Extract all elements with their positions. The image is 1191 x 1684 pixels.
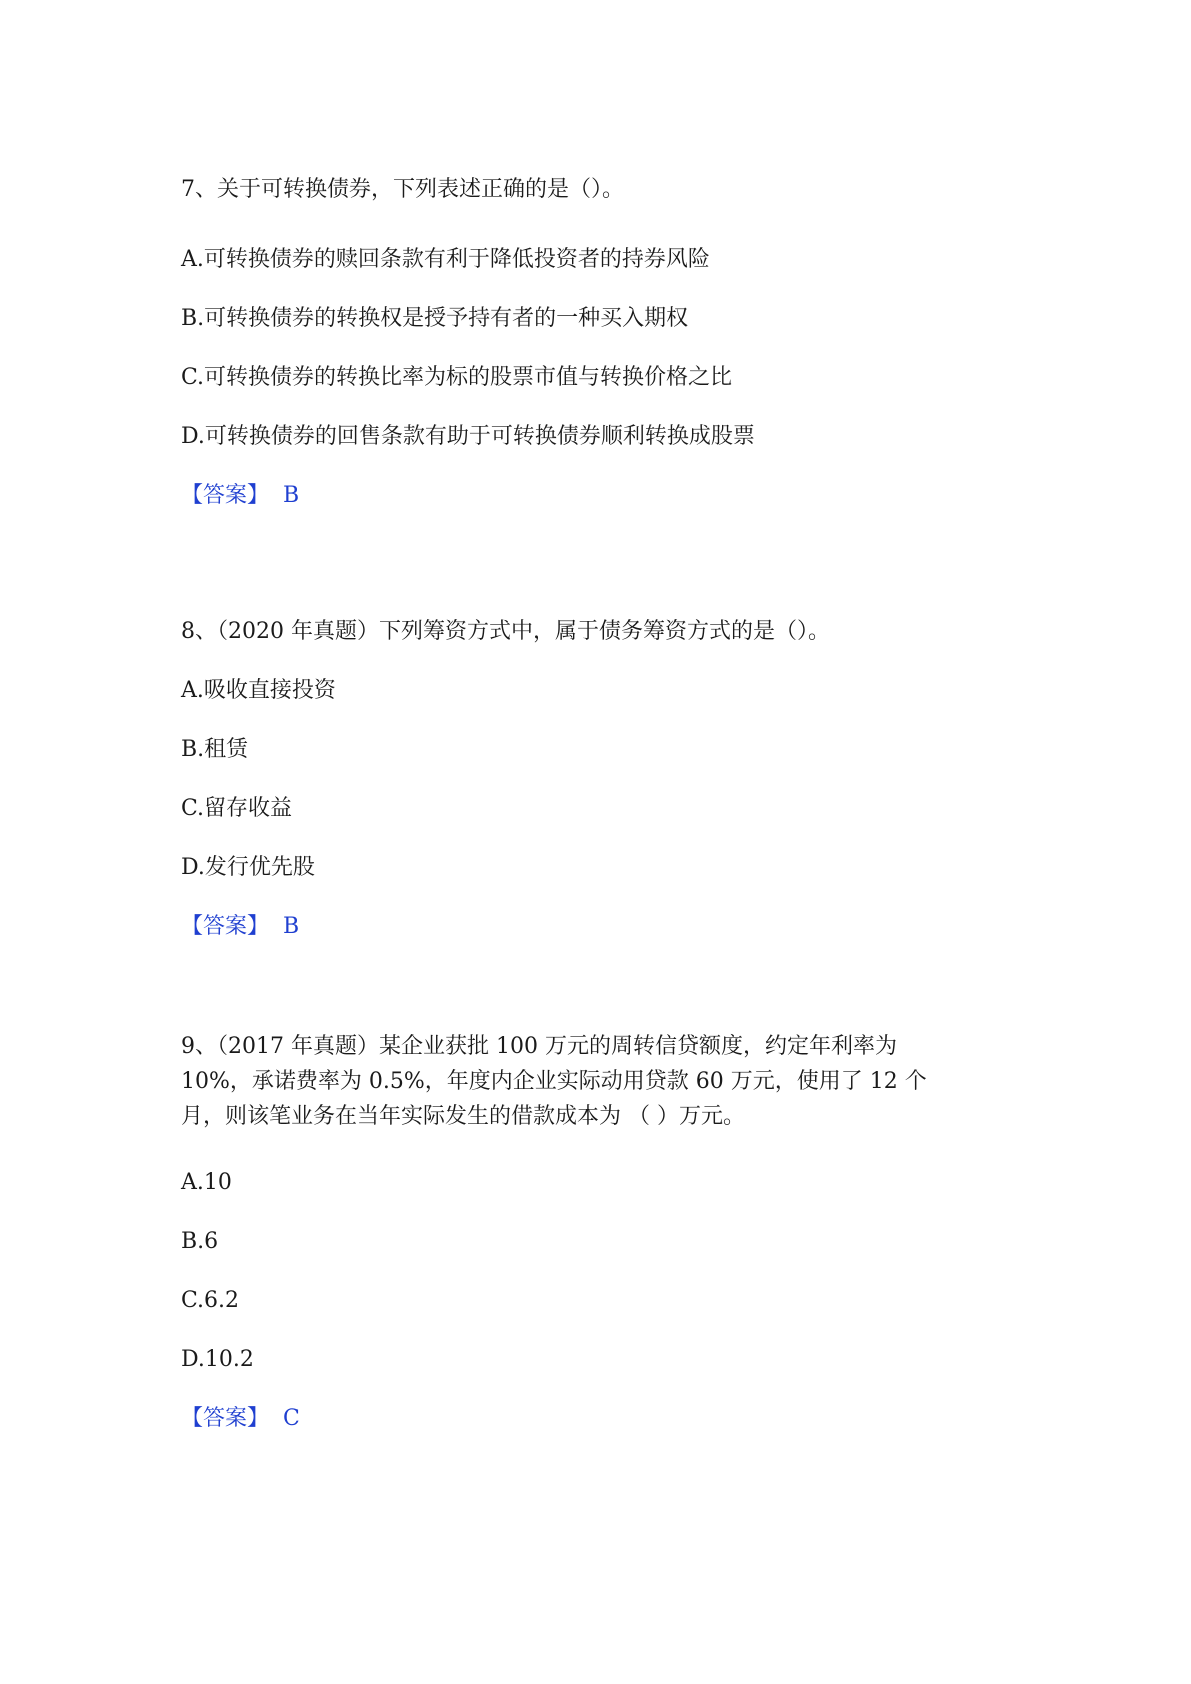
answer-tag: 【答案】 [181,914,270,939]
question-8-option-b: B.租赁 [181,737,249,762]
answer-value: B [283,914,300,939]
question-7-option-b: B.可转换债券的转换权是授予持有者的一种买入期权 [181,306,689,331]
answer-value: B [283,483,300,508]
question-8-option-a: A.吸收直接投资 [181,678,336,703]
question-9-stem-line-2: 10%，承诺费率为 0.5%，年度内企业实际动用贷款 60 万元，使用了 12 个 [181,1069,927,1094]
question-9-stem-line-3: 月，则该笔业务在当年实际发生的借款成本为 （ ）万元。 [181,1104,745,1129]
answer-tag: 【答案】 [181,1406,270,1431]
question-7-option-a: A.可转换债券的赎回条款有利于降低投资者的持券风险 [181,247,710,272]
question-9-option-d: D.10.2 [181,1347,254,1372]
question-7-stem: 7、关于可转换债券，下列表述正确的是（）。 [181,177,624,202]
question-8-answer [181,912,299,942]
question-9-answer [181,1404,300,1434]
question-9-stem-line-1: 9、（2017 年真题）某企业获批 100 万元的周转信贷额度，约定年利率为 [181,1034,897,1059]
question-9-option-b: B.6 [181,1229,219,1254]
question-7-option-c: C.可转换债券的转换比率为标的股票市值与转换价格之比 [181,365,733,390]
question-8-option-d: D.发行优先股 [181,855,315,880]
answer-value: C [283,1406,300,1431]
question-8-option-c: C.留存收益 [181,796,293,821]
question-9-option-a: A.10 [181,1170,232,1195]
question-9-option-c: C.6.2 [181,1288,240,1313]
answer-tag: 【答案】 [181,483,270,508]
question-7-answer [181,481,299,511]
question-8-stem: 8、（2020 年真题）下列筹资方式中，属于债务筹资方式的是（）。 [181,619,830,644]
question-7-option-d: D.可转换债券的回售条款有助于可转换债券顺利转换成股票 [181,424,755,449]
